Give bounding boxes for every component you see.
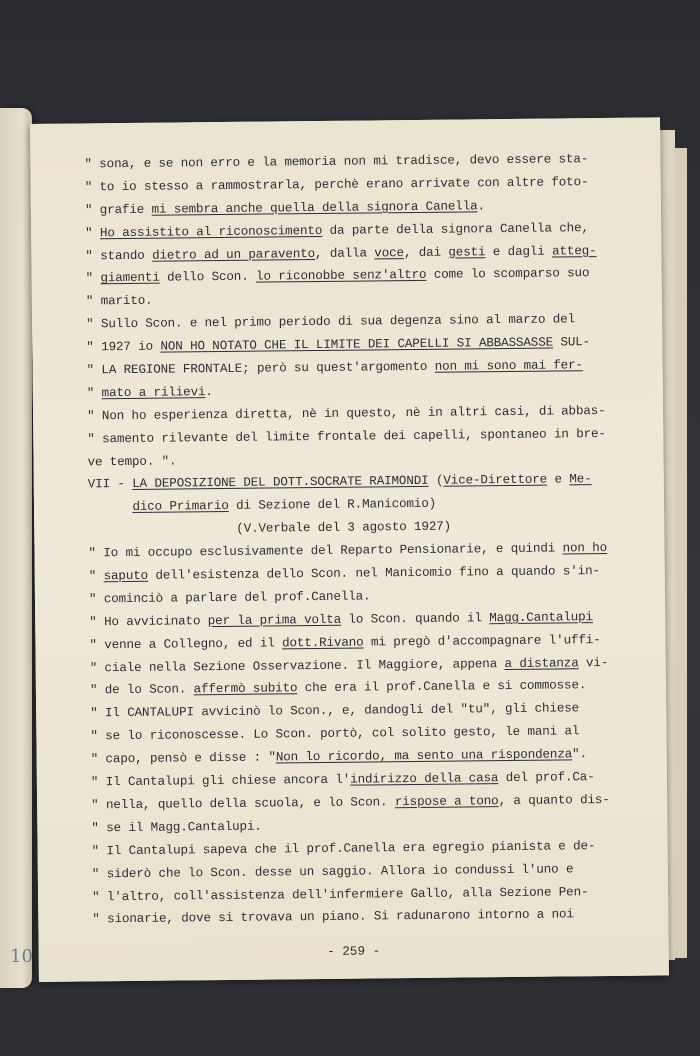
text-segment: del prof.Ca- xyxy=(498,770,595,786)
text-segment: " samento rilevante del limite frontale dei capelli, spontaneo in bre- xyxy=(87,426,606,447)
text-segment: " venne a Collegno, ed il xyxy=(89,636,283,653)
text-segment: , dai xyxy=(403,245,449,260)
page-body xyxy=(84,148,658,932)
underlined-text: Me- xyxy=(569,472,592,487)
underlined-text: mato a rilievi xyxy=(101,385,206,401)
text-segment: SUL- xyxy=(552,335,591,350)
text-segment: " Io mi occupo esclusivamente del Reparto Pensionarie, e quindi xyxy=(88,541,563,561)
typewritten-page xyxy=(30,117,669,982)
underlined-text: Vice-Direttore xyxy=(443,473,548,489)
text-segment: da parte della signora Canella che, xyxy=(322,220,589,238)
text-segment: " l'altro, coll'assistenza dell'infermiere Gallo, alla Sezione Pen- xyxy=(92,884,589,904)
underlined-text: mi sembra anche quella della signora Canella xyxy=(151,199,478,217)
text-segment: " se lo riconoscesse. Lo Scon. portò, col solito gesto, le mani al xyxy=(90,724,580,744)
underlined-text: per la prima volta xyxy=(207,612,342,628)
underlined-text: lo riconobbe senz'altro xyxy=(255,268,427,285)
underlined-text: LA DEPOSIZIONE DEL DOTT.SOCRATE RAIMONDI xyxy=(132,474,429,492)
underlined-text: Non lo ricordo, ma sento una rispondenza xyxy=(275,747,573,765)
underlined-text: gesti xyxy=(448,244,486,260)
underlined-text: dietro ad un paravento xyxy=(151,246,316,263)
text-segment: " Sullo Scon. e nel primo periodo di sua degenza sino al marzo del xyxy=(86,312,576,332)
previous-page-edge xyxy=(0,108,32,988)
underlined-text: dico Primario xyxy=(132,499,229,515)
text-segment: " xyxy=(88,569,104,584)
text-segment: " marito. xyxy=(85,294,153,309)
underlined-text: indirizzo della casa xyxy=(350,771,499,787)
text-segment: " cominciò a parlare del prof.Canella. xyxy=(88,589,371,607)
text-segment: " LA REGIONE FRONTALE; però su quest'argomento xyxy=(86,359,435,378)
text-segment: come lo scomparso suo xyxy=(426,266,590,283)
text-segment: dello Scon. xyxy=(159,270,257,286)
text-segment: mi pregò d'accompagnare l'uffi- xyxy=(363,632,601,650)
text-segment: " se il Magg.Cantalupi. xyxy=(91,819,262,836)
text-segment: VII - xyxy=(87,477,133,492)
underlined-text: NON HO NOTATO CHE IL LIMITE DEI CAPELLI SI ABBASSASSE xyxy=(160,335,554,354)
text-segment: " stando xyxy=(85,248,153,263)
text-segment: " Il Cantalupi sapeva che il prof.Canella era egregio pianista e de- xyxy=(91,838,596,859)
text-segment: lo Scon. quando il xyxy=(341,611,490,627)
text-segment: di Sezione del R.Manicomio) xyxy=(228,497,437,514)
underlined-text: voce xyxy=(374,245,404,260)
text-segment: " to io stesso a rammostrarla, perchè erano arrivate con altre foto- xyxy=(84,175,589,195)
underlined-text: non mi sono mai fer- xyxy=(434,358,583,374)
text-segment: vi- xyxy=(578,655,609,670)
text-segment: " Il Cantalupi gli chiese ancora l' xyxy=(90,772,351,790)
text-segment: " xyxy=(85,271,101,286)
underlined-text: Ho assistito al riconoscimento xyxy=(99,223,323,240)
text-segment: che era il prof.Canella e si commosse. xyxy=(297,678,587,696)
underlined-text: saputo xyxy=(103,568,149,584)
text-segment: " capo, pensò e disse : " xyxy=(90,750,276,767)
underlined-text: Magg.Cantalupi xyxy=(489,609,594,626)
text-segment: " Ho avvicinato xyxy=(89,613,208,630)
text-segment: " nella, quello della scuola, e lo Scon. xyxy=(91,795,395,813)
text-segment: " sionarie, dove si trovava un piano. Si radunarono intorno a noi xyxy=(92,907,574,927)
underlined-text: rispose a tono xyxy=(394,794,499,810)
underlined-text: a distanza xyxy=(504,655,579,671)
underlined-text: giamenti xyxy=(100,271,160,286)
text-segment: " xyxy=(85,225,101,241)
underlined-text: dott.Rivano xyxy=(281,635,364,651)
text-segment: , dalla xyxy=(314,245,375,261)
text-segment: ( xyxy=(428,474,444,489)
text-segment: ". xyxy=(572,747,588,762)
underlined-text: non ho xyxy=(562,541,608,556)
text-segment: " 1927 io xyxy=(86,339,161,355)
text-segment: , a quanto dis- xyxy=(498,792,610,809)
text-segment: " ciale nella Sezione Osservazione. Il Maggiore, appena xyxy=(89,656,505,675)
text-segment: . xyxy=(205,385,213,400)
text-segment: " xyxy=(86,386,102,401)
margin-mark: 10 xyxy=(10,946,33,967)
text-line xyxy=(92,903,658,932)
text-segment: e dagli xyxy=(485,244,553,259)
text-segment: . xyxy=(477,199,485,214)
text-segment: ve tempo. ". xyxy=(87,454,177,469)
text-segment: e xyxy=(546,472,570,488)
text-segment: dell'esistenza dello Scon. nel Manicomio fino a quando s'in- xyxy=(147,564,600,583)
text-segment: " de lo Scon. xyxy=(89,682,194,698)
text-segment: " sona, e se non erro e la memoria non mi tradisce, devo essere sta- xyxy=(84,152,589,172)
text-segment: " siderò che lo Scon. desse un saggio. Allora io condussi l'uno e xyxy=(91,861,574,882)
text-segment: " grafie xyxy=(84,202,152,218)
text-segment: " Non ho esperienza diretta, nè in questo, nè in altri casi, di abbas- xyxy=(86,403,606,424)
text-segment: (V.Verbale del 3 agosto 1927) xyxy=(236,519,452,537)
underlined-text: atteg- xyxy=(552,243,597,259)
underlined-text: affermò subito xyxy=(193,681,298,697)
page-number: - 259 - xyxy=(327,944,381,959)
text-segment: " Il CANTALUPI avvicinò lo Scon., e, dandogli del "tu", gli chiese xyxy=(90,701,580,721)
